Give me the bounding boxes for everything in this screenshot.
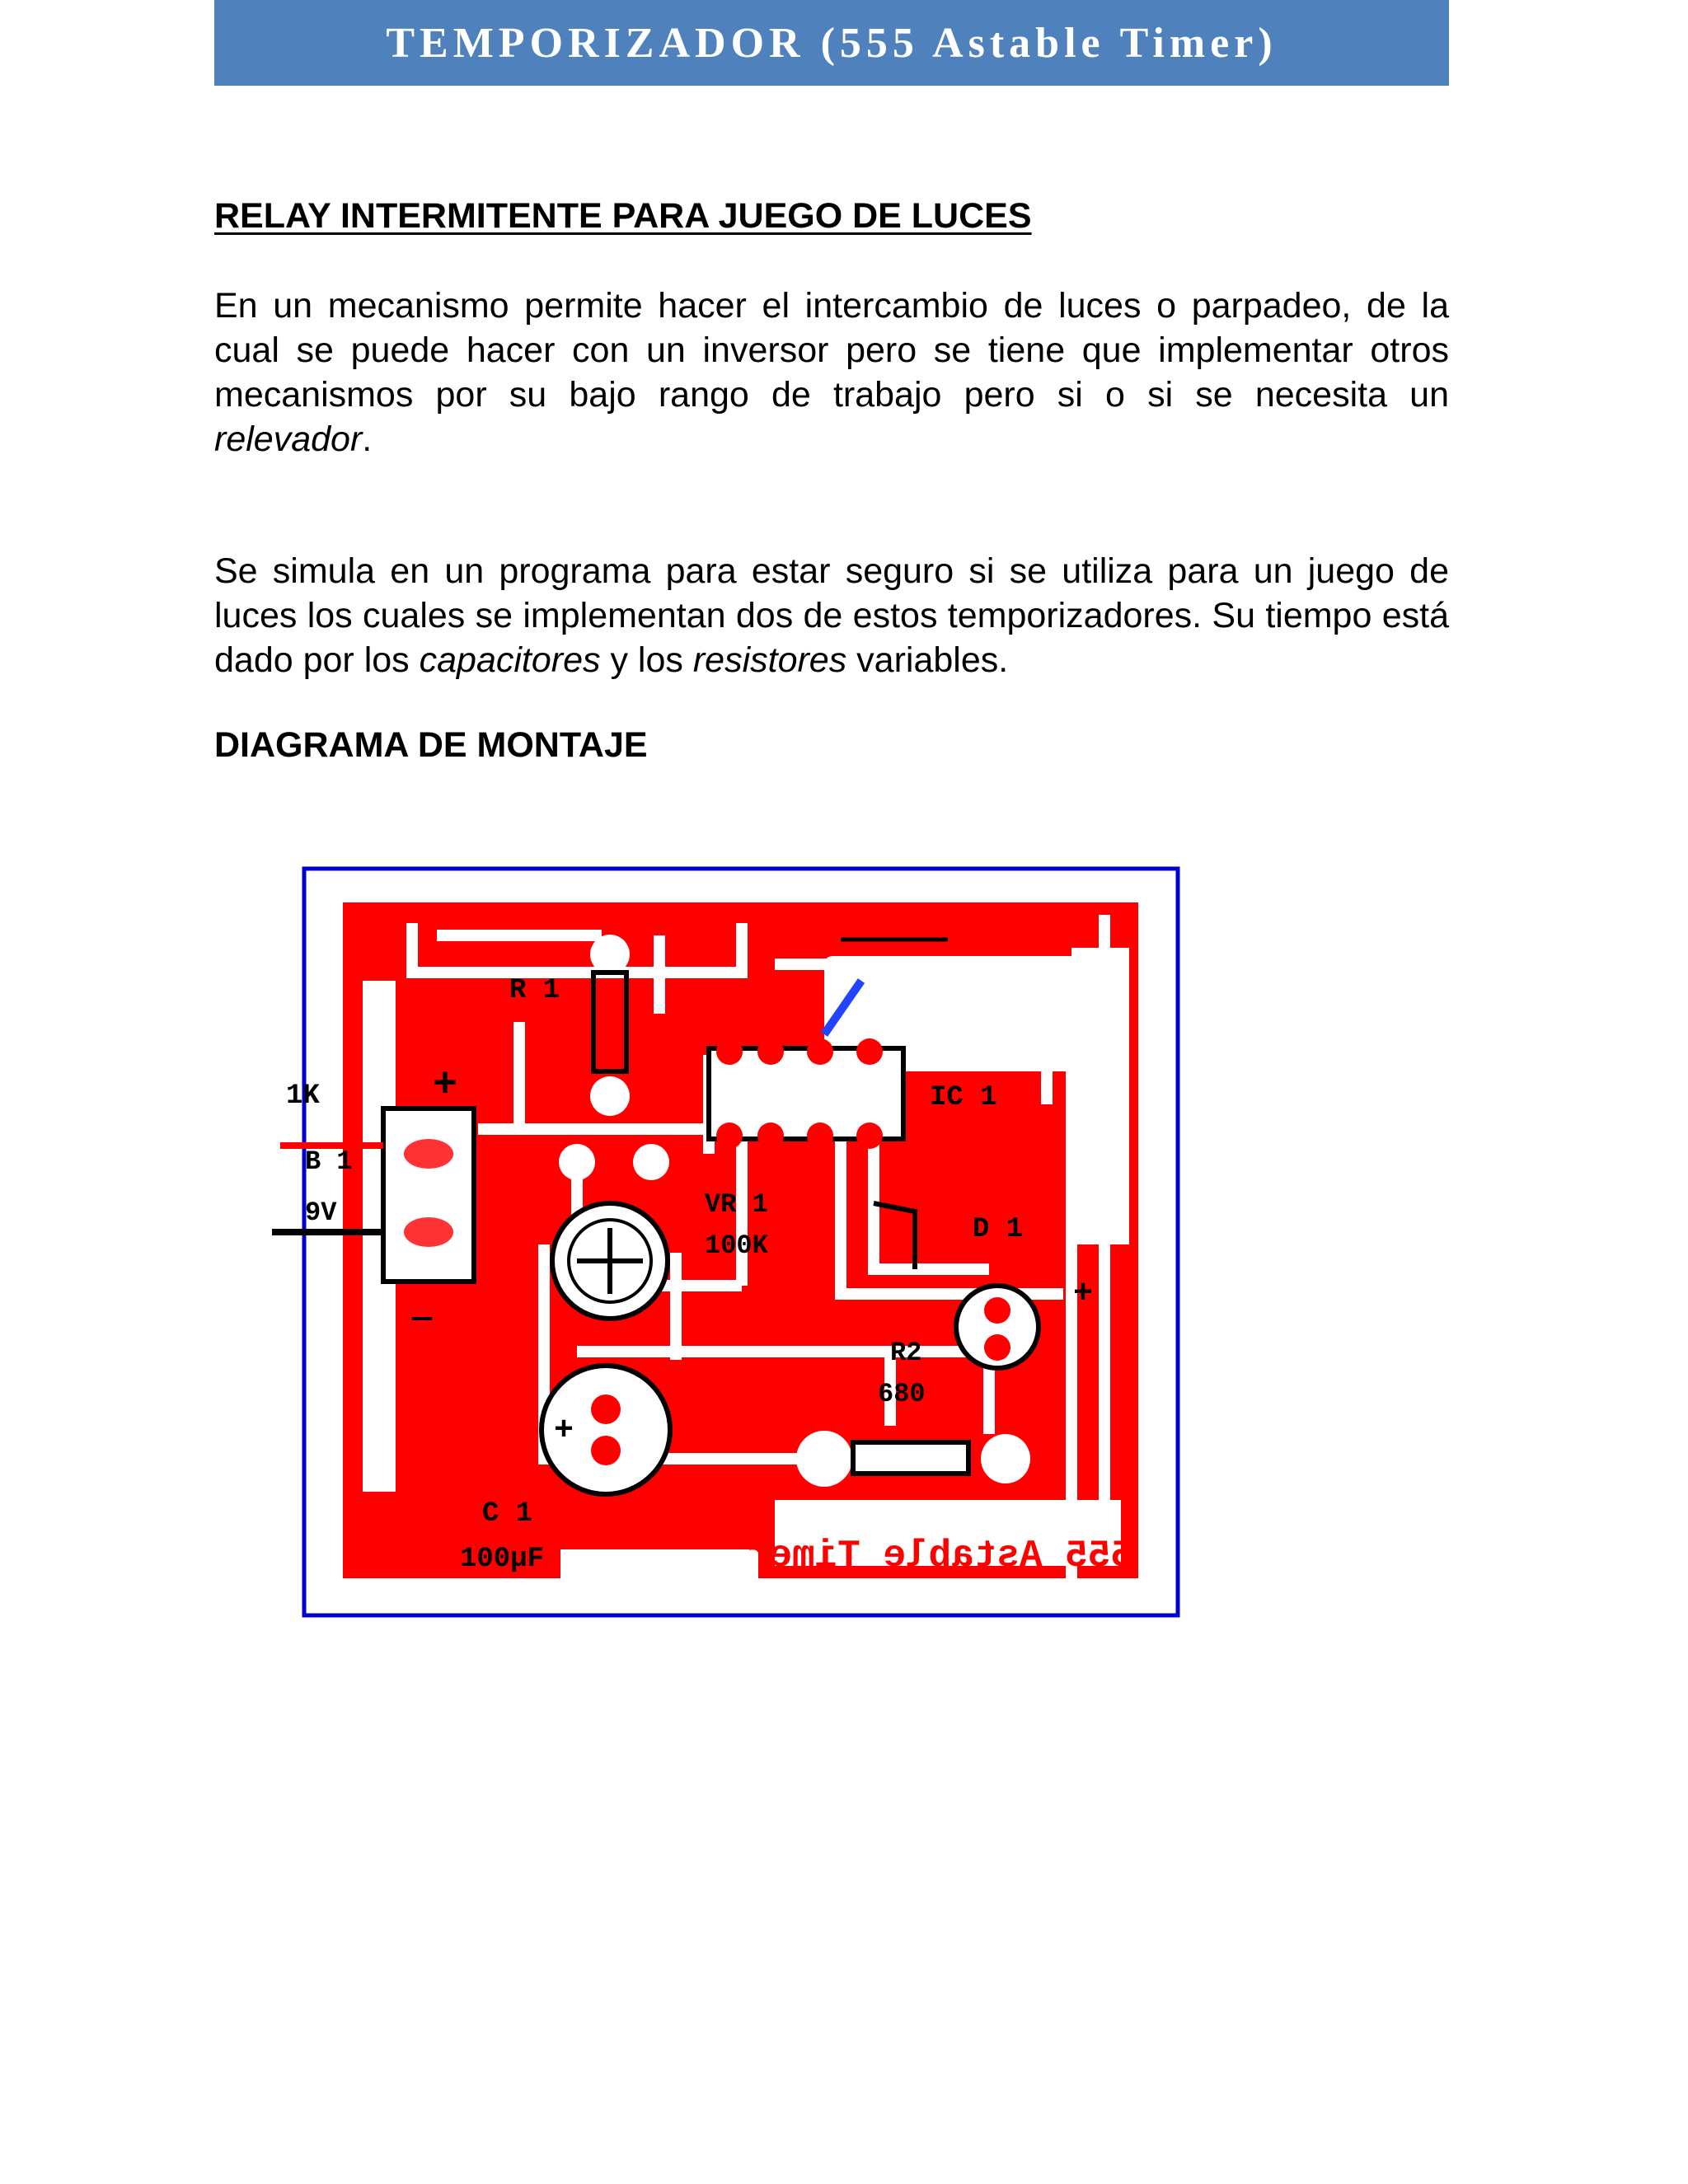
paragraph-intro-end: . — [362, 419, 373, 459]
label-9v: 9V — [305, 1197, 337, 1228]
paragraph-simulation-mid: y los — [600, 640, 693, 680]
capacitores-term: capacitores — [419, 640, 601, 680]
label-1k: 1K — [286, 1080, 320, 1112]
pcb-svg — [247, 857, 1203, 1624]
paragraph-simulation-end: variables. — [846, 640, 1009, 680]
label-r2: R2 — [890, 1338, 922, 1368]
section-title-relay: RELAY INTERMITENTE PARA JUEGO DE LUCES — [214, 196, 1032, 236]
label-led-plus: + — [1073, 1276, 1094, 1313]
label-d1: D 1 — [973, 1214, 1024, 1245]
paragraph-intro-text: En un mecanismo permite hacer el intercambio de luces o parpadeo, de la cual se puede hacer con un inversor pero se tiene que implementar otros mecanismos por su bajo rango de trabajo pero si o si se necesita un — [214, 286, 1449, 415]
capacitor-c1-pad1 — [591, 1394, 621, 1424]
paragraph-intro — [214, 284, 1449, 462]
label-ic1: IC 1 — [930, 1082, 997, 1113]
label-battery-minus: — — [412, 1301, 433, 1338]
label-c1: C 1 — [482, 1498, 533, 1530]
label-r1: R 1 — [509, 975, 560, 1006]
relevador-term: relevador — [214, 419, 363, 459]
header-band — [214, 0, 1449, 86]
battery-b1 — [383, 1108, 474, 1282]
resistor-r2 — [853, 1442, 968, 1474]
led-d1-pad1 — [984, 1297, 1010, 1324]
capacitor-c1-pad2 — [591, 1436, 621, 1465]
mirrored-board-text: 555 Astable Timer — [746, 1535, 1133, 1577]
section-title-diagram: DIAGRAMA DE MONTAJE — [214, 725, 648, 765]
paragraph-simulation-text: Se simula en un programa para estar seguro si se utiliza para un juego de luces los cuales se implementan dos de estos temporizadores. Su tiempo está dado por los — [214, 551, 1449, 680]
label-100uf: 100µF — [460, 1544, 545, 1575]
label-battery-plus: + — [433, 1062, 458, 1109]
paragraph-simulation — [214, 549, 1449, 682]
pcb-diagram — [247, 857, 1203, 1624]
label-vr1: VR 1 — [705, 1189, 768, 1220]
label-100k: 100K — [705, 1230, 768, 1261]
resistores-term: resistores — [692, 640, 847, 680]
led-d1-pad2 — [984, 1334, 1010, 1361]
battery-terminal-pos — [404, 1139, 453, 1169]
battery-terminal-neg — [404, 1217, 453, 1247]
label-b1: B 1 — [305, 1146, 353, 1177]
label-680: 680 — [878, 1379, 926, 1409]
label-cap-plus: + — [554, 1413, 574, 1450]
document-title: TEMPORIZADOR (555 Astable Timer) — [386, 19, 1278, 67]
